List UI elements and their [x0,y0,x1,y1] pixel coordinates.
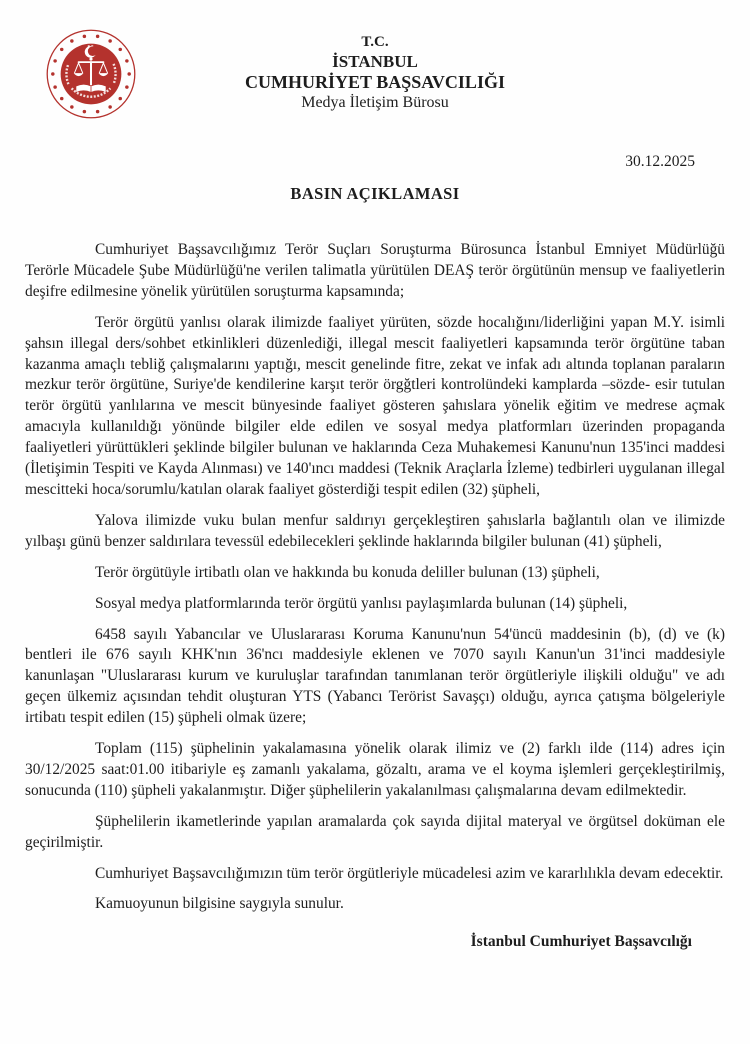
paragraph: 6458 sayılı Yabancılar ve Uluslararası Koruma Kanunu'nun 54'üncü maddesinin (b), (d) ve (k) bentleri ile 676 sayılı KHK'nın 36'ncı maddesiyle eklenen ve 7070 sayılı Kanun'un 31'inci maddesiyle kanunlaşan "Uluslararası kurum ve kuruluşlar tarafından tanımlanan terör örgütleriyle ilişkili olduğu" ve adı geçen ülkemiz açısından tehdit oluşturan YTS (Yabancı Terörist Savaşçı) olduğu, ayrıca çatışma bölgeleriyle irtibatı tespit edilen (15) şüpheli olmak üzere; [25,625,725,727]
paragraph: Terör örgütü yanlısı olarak ilimizde faaliyet yürüten, sözde hocalığını/liderliğini yapan M.Y. isimli şahsın illegal ders/sohbet etkinlikleri düzenlediği, illegal mescit faaliyetleri kapsamında terör örgütüne taban kazanma amaçlı tebliğ çalışmalarını yaptığı, mescit genelinde fitre, zekat ve infak adı altında toplanan paraların mezkur terör örgütüne, Suriye'de kendilerine karşıt terör örgğtleri kontrolündeki kamplarda –sözde- esir tutulan terör örgütü yanlılarına ve mescit bünyesinde faaliyet gösteren şahıslara yönelik eğitim ve medrese açmak amacıyla kullanıldığı yönünde bilgiler elde edilen ve sosyal medya platformları üzerinden propaganda faaliyetleri yürüttükleri şeklinde bilgiler bulunan ve haklarında Ceza Muhakemesi Kanunu'nun 135'inci maddesi (İletişimin Tespiti ve Kayda Alınması) ve 140'ıncı maddesi (Teknik Araçlarla İzleme) tedbirleri uygulanan illegal mescitteki hoca/sorumlu/katılan olarak faaliyet gösterdiği tespit edilen (32) şüpheli, [25,313,725,498]
document-date: 30.12.2025 [625,153,695,170]
letterhead-office: CUMHURİYET BAŞSAVCILIĞI [245,72,505,92]
paragraph: Cumhuriyet Başsavcılığımız Terör Suçları Soruşturma Bürosunca İstanbul Emniyet Müdürlüğü Terörle Mücadele Şube Müdürlüğü'ne verilen talimatla yürütülen DEAŞ terör örgütünün mensup ve faaliyetlerin deşifre edilmesine yönelik yürütülen soruşturma kapsamında; [25,241,725,300]
paragraph: Sosyal medya platformlarında terör örgütü yanlısı paylaşımlarda bulunan (14) şüpheli, [95,594,628,612]
letterhead-city: İSTANBUL [332,52,418,71]
letterhead-tc: T.C. [361,34,389,50]
paragraph: Cumhuriyet Başsavcılığımızın tüm terör örgütleriyle mücadelesi azim ve kararlılıkla devam edecektir. [95,864,724,882]
paragraph: Toplam (115) şüphelinin yakalamasına yönelik olarak ilimiz ve (2) farklı ilde (114) adres için 30/12/2025 saat:01.00 itibariyle eş zamanlı yakalama, gözaltı, arama ve el koyma işlemleri gerçekleştirilmiş, sonucunda (110) şüpheli yakalanmıştır. Diğer şüphelilerin yakalanılması çalışmalarına devam edilmektedir. [25,740,725,799]
paragraph: Yalova ilimizde vuku bulan menfur saldırıyı gerçekleştiren şahıslarla bağlantılı olan ve ilimizde yılbaşı günü benzer saldırılara tevessül edebilecekleri şeklinde haklarında bilgiler bulunan (41) şüpheli, [25,511,725,550]
document-body [25,240,725,915]
ministry-of-justice-seal-icon [45,28,137,120]
document-title: BASIN AÇIKLAMASI [290,184,460,203]
letterhead-bureau: Medya İletişim Bürosu [301,94,449,111]
paragraph: Şüphelilerin ikametlerinde yapılan aramalarda çok sayıda dijital materyal ve örgütsel doküman ele geçirilmiştir. [25,812,725,851]
paragraph: Terör örgütüyle irtibatlı olan ve hakkında bu konuda deliller bulunan (13) şüpheli, [95,563,600,581]
paragraph: Kamuoyunun bilgisine saygıyla sunulur. [95,895,344,913]
signature-line: İstanbul Cumhuriyet Başsavcılığı [470,933,692,951]
